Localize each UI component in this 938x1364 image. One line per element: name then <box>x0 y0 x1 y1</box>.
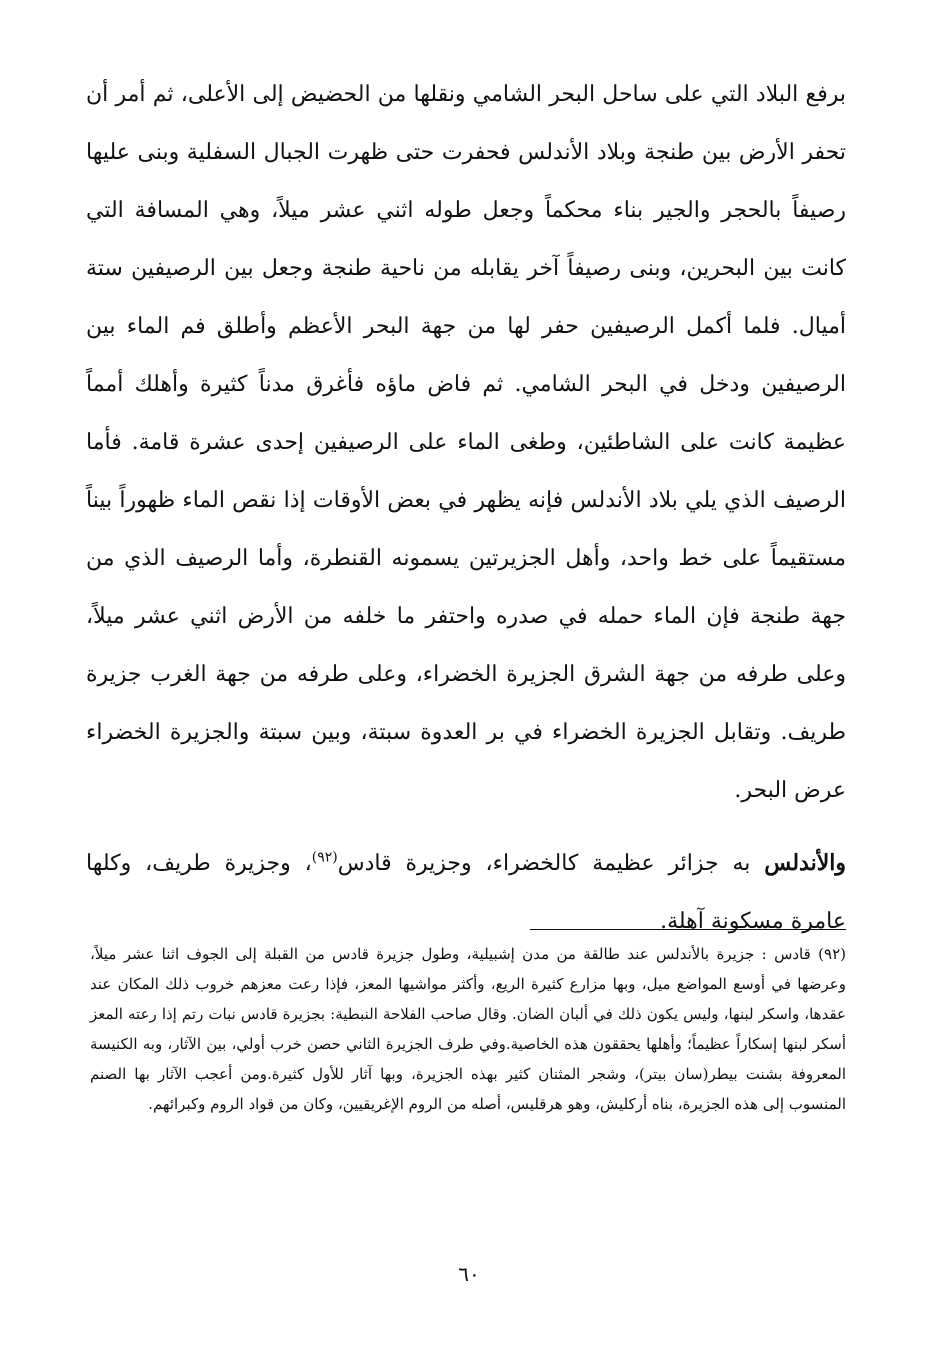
footnote-reference: (٩٢) <box>311 849 338 866</box>
main-text <box>86 66 846 951</box>
paragraph-text: ، وجزيرة طريف، وكلها عامرة مسكونة آهلة. <box>86 851 846 934</box>
footnote <box>90 939 846 1119</box>
paragraph-text: به جزائر عظيمة كالخضراء، وجزيرة قادس <box>337 851 765 876</box>
paragraph: برفع البلاد التي على ساحل البحر الشامي ونقلها من الحضيض إلى الأعلى، ثم أمر أن تحفر الأرض بين طنجة وبلاد الأندلس فحفرت حتى ظهرت الجبال السفلية وبنى عليها رصيفاً بالحجر والجير بناء محكماً وجعل طوله اثني عشر ميلاً، وهي المسافة التي كانت بين البحرين، وبنى رصيفاً آخر يقابله من ناحية طنجة وجعل بين الرصيفين ستة أميال. فلما أكمل الرصيفين حفر لها من جهة البحر الأعظم وأطلق فم الماء بين الرصيفين ودخل في البحر الشامي. ثم فاض ماؤه فأغرق مدناً كثيرة وأهلك أمماً عظيمة كانت على الشاطئين، وطغى الماء على الرصيفين إحدى عشرة قامة. فأما الرصيف الذي يلي بلاد الأندلس فإنه يظهر في بعض الأوقات إذا نقص الماء ظهوراً بيناً مستقيماً على خط واحد، وأهل الجزيرتين يسمونه القنطرة، وأما الرصيف الذي من جهة طنجة فإن الماء حمله في صدره واحتفر ما خلفه من الأرض اثني عشر ميلاً، وعلى طرفه من جهة الشرق الجزيرة الخضراء، وعلى طرفه من جهة الغرب جزيرة طريف. وتقابل الجزيرة الخضراء في بر العدوة سبتة، وبين سبتة والجزيرة الخضراء عرض البحر. <box>86 82 846 803</box>
paragraph <box>86 834 846 951</box>
footnote-text: (٩٢) قادس : جزيرة بالأندلس عند طالقة من مدن إشبيلية، وطول جزيرة قادس من القبلة إلى الجوف اثنا عشر ميلاً، وعرضها في أوسع المواضع ميل، وبها مزارع كثيرة الريع، وأكثر مواشيها المعز، فإذا رعت معزهم خروب ذلك المكان عند عقدها، واسكر لبنها، وليس يكون ذلك في ألبان الضان. وقال صاحب الفلاحة النبطية: بجزيرة قادس نبات رتم إذا رعته المعز أسكر لبنها إسكاراً عظيماً؛ وأهلها يحققون هذه الخاصية.وفي طرف الجزيرة الثاني حصن خرب أولي، بين الآثار، وبه الكنيسة المعروفة بشنت بيطر(سان بيتر)، وشجر المثنان كثير بهذه الجزيرة، وبها آثار للأول كثيرة.ومن أعجب الآثار بها الصنم المنسوب إلى هذه الجزيرة، بناه أركليش، وهو هرقليس، أصله من الروم الإغريقيين، وكان من قواد الروم وكبرائهم. <box>90 945 846 1113</box>
footnote-divider <box>530 929 846 930</box>
paragraph-lead-word: والأندلس <box>764 850 846 876</box>
page-number: ٦٠ <box>458 1262 480 1286</box>
